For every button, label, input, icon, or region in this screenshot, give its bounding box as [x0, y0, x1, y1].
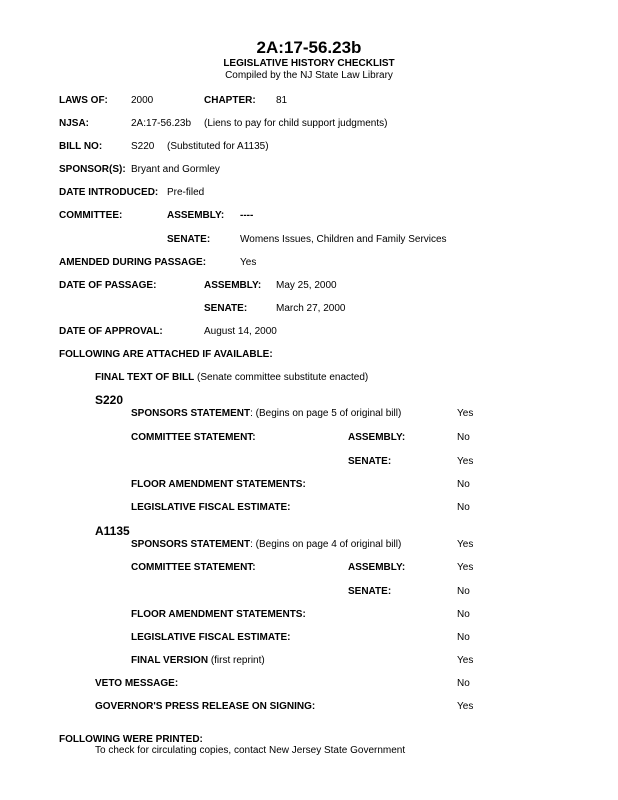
final-text-label: FINAL TEXT OF BILL [95, 372, 195, 383]
s220-committee-senate-value: Yes [457, 456, 474, 467]
committee-senate-value: Womens Issues, Children and Family Services [240, 234, 447, 245]
a1135-heading: A1135 [95, 524, 130, 538]
passage-assembly-label: ASSEMBLY: [204, 280, 262, 291]
final-text-note: (Senate committee substitute enacted) [197, 372, 369, 383]
s220-sponsors-value: Yes [457, 408, 474, 419]
a1135-sponsors-label: SPONSORS STATEMENT [131, 539, 251, 550]
bill-no-note: (Substituted for A1135) [167, 141, 269, 152]
a1135-sponsors-note: : (Begins on page 4 of original bill) [250, 539, 402, 550]
s220-fiscal-value: No [457, 502, 470, 513]
amended-value: Yes [240, 257, 257, 268]
passage-senate-label: SENATE: [204, 303, 248, 314]
s220-committee-assembly-value: No [457, 432, 470, 443]
passage-assembly-value: May 25, 2000 [276, 280, 337, 291]
a1135-committee-assembly-label: ASSEMBLY: [348, 562, 406, 573]
a1135-committee-senate-value: No [457, 586, 470, 597]
a1135-fiscal-value: No [457, 632, 470, 643]
sponsors-label: SPONSOR(S): [59, 164, 126, 175]
final-text-row [95, 372, 368, 384]
compiled-by-line: Compiled by the NJ State Law Library [225, 70, 393, 81]
chapter-label: CHAPTER: [204, 95, 256, 106]
s220-fiscal-label: LEGISLATIVE FISCAL ESTIMATE: [131, 502, 291, 513]
chapter-value: 81 [276, 95, 288, 106]
s220-committee-assembly-label: ASSEMBLY: [348, 432, 406, 443]
passage-label: DATE OF PASSAGE: [59, 280, 157, 291]
s220-heading: S220 [95, 393, 124, 407]
committee-senate-label: SENATE: [167, 234, 211, 245]
approval-value: August 14, 2000 [204, 326, 277, 337]
s220-sponsors-note: : (Begins on page 5 of original bill) [250, 408, 402, 419]
bill-no-label: BILL NO: [59, 141, 103, 152]
njsa-value: 2A:17-56.23b [131, 118, 192, 129]
a1135-committee-senate-label: SENATE: [348, 586, 392, 597]
a1135-final-version-row [131, 655, 265, 667]
veto-label: VETO MESSAGE: [95, 678, 179, 689]
press-release-label: GOVERNOR'S PRESS RELEASE ON SIGNING: [95, 701, 316, 712]
approval-label: DATE OF APPROVAL: [59, 326, 163, 337]
attached-heading: FOLLOWING ARE ATTACHED IF AVAILABLE: [59, 349, 273, 360]
laws-of-label: LAWS OF: [59, 95, 108, 106]
njsa-note: (Liens to pay for child support judgments) [204, 118, 388, 129]
a1135-floor-value: No [457, 609, 470, 620]
committee-assembly-value: ---- [240, 210, 254, 221]
s220-committee-senate-label: SENATE: [348, 456, 392, 467]
document-title: 2A:17-56.23b [256, 38, 362, 57]
a1135-final-version-note: (first reprint) [210, 655, 265, 666]
printed-note: To check for circulating copies, contact New Jersey State Government [95, 745, 406, 756]
passage-senate-value: March 27, 2000 [276, 303, 346, 314]
veto-value: No [457, 678, 470, 689]
bill-no-value: S220 [131, 141, 155, 152]
s220-sponsors-label: SPONSORS STATEMENT [131, 408, 251, 419]
date-introduced-value: Pre-filed [167, 187, 205, 198]
laws-of-value: 2000 [131, 95, 154, 106]
a1135-final-version-label: FINAL VERSION [131, 655, 209, 666]
a1135-sponsors-value: Yes [457, 539, 474, 550]
a1135-committee-label: COMMITTEE STATEMENT: [131, 562, 256, 573]
a1135-fiscal-label: LEGISLATIVE FISCAL ESTIMATE: [131, 632, 291, 643]
a1135-final-version-value: Yes [457, 655, 474, 666]
a1135-committee-assembly-value: Yes [457, 562, 474, 573]
amended-label: AMENDED DURING PASSAGE: [59, 257, 207, 268]
date-introduced-label: DATE INTRODUCED: [59, 187, 159, 198]
committee-label: COMMITTEE: [59, 210, 123, 221]
a1135-sponsors-row [131, 539, 401, 551]
s220-floor-label: FLOOR AMENDMENT STATEMENTS: [131, 479, 306, 490]
njsa-label: NJSA: [59, 118, 90, 129]
press-release-value: Yes [457, 701, 474, 712]
s220-committee-label: COMMITTEE STATEMENT: [131, 432, 256, 443]
sponsors-value: Bryant and Gormley [131, 164, 220, 175]
document-subtitle: LEGISLATIVE HISTORY CHECKLIST [223, 58, 395, 69]
s220-floor-value: No [457, 479, 470, 490]
printed-heading: FOLLOWING WERE PRINTED: [59, 734, 203, 745]
s220-sponsors-row [131, 408, 401, 420]
committee-assembly-label: ASSEMBLY: [167, 210, 225, 221]
a1135-floor-label: FLOOR AMENDMENT STATEMENTS: [131, 609, 306, 620]
